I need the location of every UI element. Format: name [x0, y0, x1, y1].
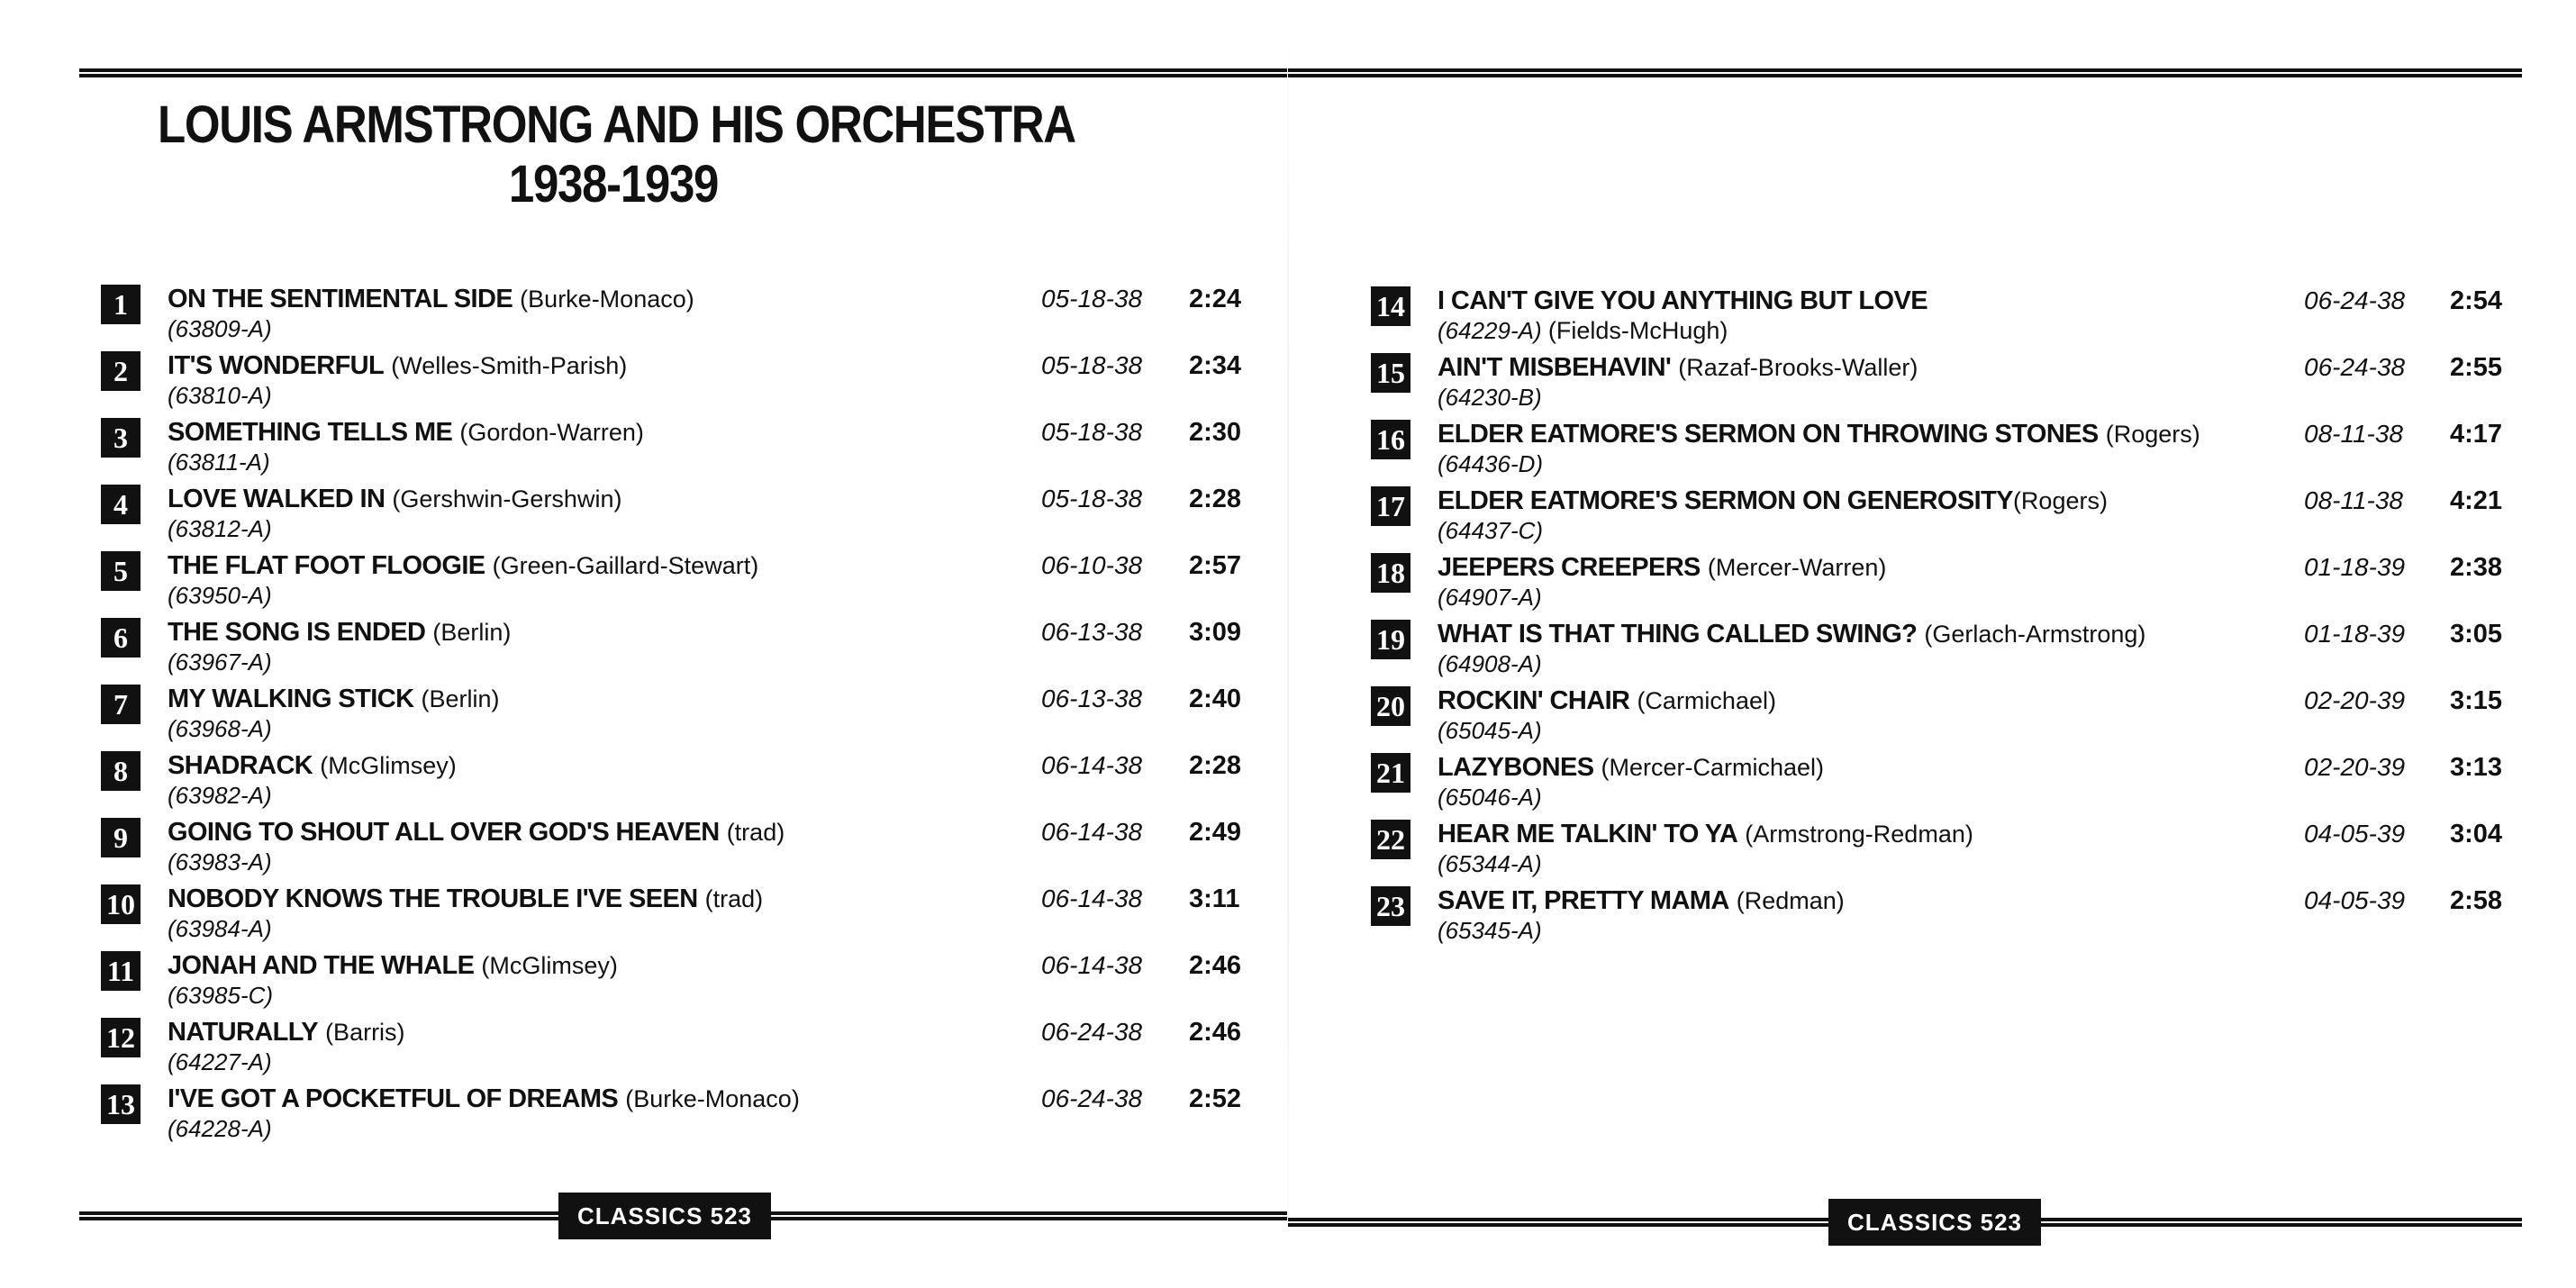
- track-row: [101, 548, 1245, 614]
- track-time: 3:15: [2450, 686, 2503, 715]
- track-time: 2:30: [1189, 418, 1242, 447]
- track-time: 2:49: [1189, 818, 1242, 847]
- track-matrix: (63809-A): [168, 315, 272, 342]
- track-composers: (Gerlach-Armstrong): [1924, 621, 2146, 648]
- track-row: [101, 481, 1245, 548]
- track-date: 06-10-38: [1041, 551, 1143, 579]
- track-date: 06-13-38: [1041, 618, 1143, 646]
- track-number: 22: [1371, 820, 1410, 859]
- track-date: 01-18-39: [2304, 620, 2406, 648]
- track-time: 2:28: [1189, 485, 1242, 513]
- track-number: 21: [1371, 753, 1410, 793]
- track-composers: (Gordon-Warren): [459, 419, 644, 446]
- track-composers: (Burke-Monaco): [520, 286, 694, 313]
- track-date: 06-14-38: [1041, 818, 1143, 846]
- track-composers: (Green-Gaillard-Stewart): [492, 552, 759, 579]
- track-title: THE FLAT FOOT FLOOGIE: [168, 551, 485, 580]
- track-row: [101, 414, 1245, 481]
- track-row: [101, 748, 1245, 814]
- track-composers: (Burke-Monaco): [625, 1085, 800, 1112]
- track-row: [1371, 616, 2542, 683]
- track-matrix: (63985-C): [168, 982, 274, 1009]
- track-matrix: (64230-B): [1438, 384, 1542, 411]
- track-date: 08-11-38: [2304, 486, 2404, 514]
- track-composers: (McGlimsey): [481, 952, 618, 979]
- track-time: 2:55: [2450, 353, 2503, 382]
- track-row: [1371, 883, 2542, 949]
- track-number: 1: [101, 285, 141, 324]
- track-number: 11: [101, 951, 141, 991]
- track-composers: (Armstrong-Redman): [1745, 821, 1973, 848]
- track-composers: (Berlin): [421, 685, 500, 712]
- track-row: [101, 614, 1245, 681]
- track-composers: (Berlin): [432, 619, 512, 646]
- track-composers: (Razaf-Brooks-Waller): [1678, 354, 1918, 381]
- track-title: JONAH AND THE WHALE: [168, 951, 475, 980]
- track-matrix: (63982-A): [168, 782, 272, 809]
- right-page: [1288, 0, 2576, 1288]
- track-date: 05-18-38: [1041, 285, 1143, 313]
- track-date: 06-14-38: [1041, 951, 1143, 979]
- track-composers: (Fields-McHugh): [1547, 317, 1728, 344]
- track-number: 13: [101, 1084, 141, 1124]
- track-matrix: (65344-A): [1438, 850, 1542, 877]
- track-title: NATURALLY: [168, 1018, 318, 1047]
- track-composers: (trad): [704, 885, 764, 912]
- track-title: LAZYBONES: [1438, 753, 1594, 782]
- album-title-line-1: LOUIS ARMSTRONG AND HIS ORCHESTRA: [158, 95, 1075, 154]
- track-time: 3:11: [1189, 884, 1240, 913]
- track-row: [101, 1081, 1245, 1147]
- track-time: 3:13: [2450, 753, 2503, 782]
- track-time: 4:17: [2450, 420, 2503, 449]
- track-matrix: (63967-A): [168, 649, 272, 676]
- track-row: [101, 348, 1245, 414]
- track-matrix: (65046-A): [1438, 784, 1542, 811]
- track-composers: (Welles-Smith-Parish): [391, 352, 628, 379]
- track-date: 01-18-39: [2304, 553, 2406, 581]
- track-time: 2:34: [1189, 351, 1242, 380]
- track-date: 05-18-38: [1041, 418, 1143, 446]
- track-title: WHAT IS THAT THING CALLED SWING?: [1438, 620, 1918, 649]
- track-number: 17: [1371, 486, 1410, 526]
- track-composers: (Mercer-Carmichael): [1601, 754, 1825, 781]
- track-time: 3:09: [1189, 618, 1242, 647]
- track-row: [101, 281, 1245, 348]
- track-date: 04-05-39: [2304, 820, 2406, 848]
- track-date: 06-24-38: [2304, 353, 2406, 381]
- track-number: 12: [101, 1018, 141, 1057]
- track-time: 2:46: [1189, 951, 1242, 980]
- album-title-line-2: 1938-1939: [508, 155, 719, 213]
- track-matrix: (63983-A): [168, 848, 272, 875]
- track-composers: (Redman): [1736, 887, 1845, 914]
- track-row: [1371, 816, 2542, 883]
- track-date: 05-18-38: [1041, 485, 1143, 512]
- track-composers: (McGlimsey): [320, 752, 457, 779]
- track-time: 2:24: [1189, 285, 1242, 313]
- track-title: ON THE SENTIMENTAL SIDE: [168, 285, 513, 313]
- track-row: [1371, 483, 2542, 549]
- track-composers: (Mercer-Warren): [1707, 554, 1887, 581]
- top-rule-right: [1288, 68, 2522, 77]
- track-number: 16: [1371, 420, 1410, 459]
- track-title: THE SONG IS ENDED: [168, 618, 426, 647]
- track-number: 9: [101, 818, 141, 857]
- track-composers: (Gershwin-Gershwin): [392, 485, 622, 512]
- track-date: 06-14-38: [1041, 884, 1143, 912]
- track-matrix: (64907-A): [1438, 584, 1542, 611]
- track-number: 8: [101, 751, 141, 791]
- track-composers: (Barris): [325, 1019, 405, 1046]
- track-time: 3:04: [2450, 820, 2503, 848]
- track-time: 4:21: [2450, 486, 2503, 515]
- track-time: 2:40: [1189, 685, 1242, 713]
- track-row: [101, 814, 1245, 881]
- track-title: LOVE WALKED IN: [168, 485, 385, 513]
- track-number: 4: [101, 485, 141, 524]
- track-number: 3: [101, 418, 141, 458]
- track-title: IT'S WONDERFUL: [168, 351, 385, 380]
- track-matrix: (63950-A): [168, 582, 272, 609]
- track-matrix: (65045-A): [1438, 717, 1542, 744]
- track-title: SAVE IT, PRETTY MAMA: [1438, 886, 1729, 915]
- track-time: 2:46: [1189, 1018, 1242, 1047]
- track-time: 2:57: [1189, 551, 1242, 580]
- track-title: SOMETHING TELLS ME: [168, 418, 453, 447]
- catalog-badge-left: CLASSICS 523: [558, 1193, 771, 1239]
- track-title: MY WALKING STICK: [168, 685, 414, 713]
- track-time: 3:05: [2450, 620, 2503, 649]
- track-title: I CAN'T GIVE YOU ANYTHING BUT LOVE: [1438, 286, 1927, 315]
- track-time: 2:54: [2450, 286, 2503, 315]
- track-title: NOBODY KNOWS THE TROUBLE I'VE SEEN: [168, 884, 698, 913]
- track-row: [101, 681, 1245, 748]
- album-title: [158, 95, 1075, 214]
- track-date: 02-20-39: [2304, 753, 2406, 781]
- track-time: 2:58: [2450, 886, 2503, 915]
- track-number: 18: [1371, 553, 1410, 593]
- track-matrix: (63811-A): [168, 449, 270, 476]
- track-row: [101, 881, 1245, 948]
- track-number: 5: [101, 551, 141, 591]
- track-matrix: (64437-C): [1438, 517, 1544, 544]
- track-matrix: (64908-A): [1438, 650, 1542, 677]
- track-number: 14: [1371, 286, 1410, 326]
- track-date: 06-24-38: [2304, 286, 2406, 314]
- track-number: 23: [1371, 886, 1410, 926]
- track-title: AIN'T MISBEHAVIN': [1438, 353, 1672, 382]
- track-composers: (Rogers): [2012, 487, 2108, 514]
- track-row: [1371, 283, 2542, 349]
- track-date: 06-24-38: [1041, 1018, 1143, 1046]
- track-title: ROCKIN' CHAIR: [1438, 686, 1630, 715]
- track-number: 6: [101, 618, 141, 658]
- track-date: 04-05-39: [2304, 886, 2406, 914]
- track-title: ELDER EATMORE'S SERMON ON THROWING STONES: [1438, 420, 2099, 449]
- track-matrix: (63968-A): [168, 715, 272, 742]
- track-number: 19: [1371, 620, 1410, 659]
- track-number: 2: [101, 351, 141, 391]
- track-matrix: (64227-A): [168, 1048, 272, 1075]
- track-number: 10: [101, 884, 141, 924]
- track-date: 06-13-38: [1041, 685, 1143, 712]
- track-matrix: (64229-A): [1438, 317, 1542, 344]
- track-title: I'VE GOT A POCKETFUL OF DREAMS: [168, 1084, 619, 1113]
- track-title: GOING TO SHOUT ALL OVER GOD'S HEAVEN: [168, 818, 720, 847]
- track-number: 15: [1371, 353, 1410, 393]
- track-title: ELDER EATMORE'S SERMON ON GENEROSITY: [1438, 486, 2013, 515]
- track-matrix: (65345-A): [1438, 917, 1542, 944]
- track-time: 2:38: [2450, 553, 2503, 582]
- track-row: [1371, 749, 2542, 816]
- track-row: [1371, 416, 2542, 483]
- track-row: [1371, 549, 2542, 616]
- track-composers: (trad): [726, 819, 785, 846]
- track-row: [101, 1014, 1245, 1081]
- track-composers: (Carmichael): [1637, 687, 1776, 714]
- track-date: 06-24-38: [1041, 1084, 1143, 1112]
- track-number: 20: [1371, 686, 1410, 726]
- track-date: 06-14-38: [1041, 751, 1143, 779]
- track-composers: (Rogers): [2105, 421, 2200, 448]
- track-time: 2:28: [1189, 751, 1242, 780]
- track-row: [101, 948, 1245, 1014]
- track-title: SHADRACK: [168, 751, 313, 780]
- track-row: [1371, 349, 2542, 416]
- track-matrix: (63810-A): [168, 382, 272, 409]
- track-row: [1371, 683, 2542, 749]
- track-date: 02-20-39: [2304, 686, 2406, 714]
- track-matrix: (64228-A): [168, 1115, 272, 1142]
- catalog-badge-right: CLASSICS 523: [1828, 1199, 2041, 1246]
- track-date: 08-11-38: [2304, 420, 2404, 448]
- track-time: 2:52: [1189, 1084, 1242, 1113]
- track-matrix: (64436-D): [1438, 450, 1544, 477]
- track-title: HEAR ME TALKIN' TO YA: [1438, 820, 1738, 848]
- track-date: 05-18-38: [1041, 351, 1143, 379]
- track-number: 7: [101, 685, 141, 724]
- top-rule-left: [79, 68, 1288, 77]
- track-matrix: (63812-A): [168, 515, 272, 542]
- track-matrix: (63984-A): [168, 915, 272, 942]
- track-title: JEEPERS CREEPERS: [1438, 553, 1701, 582]
